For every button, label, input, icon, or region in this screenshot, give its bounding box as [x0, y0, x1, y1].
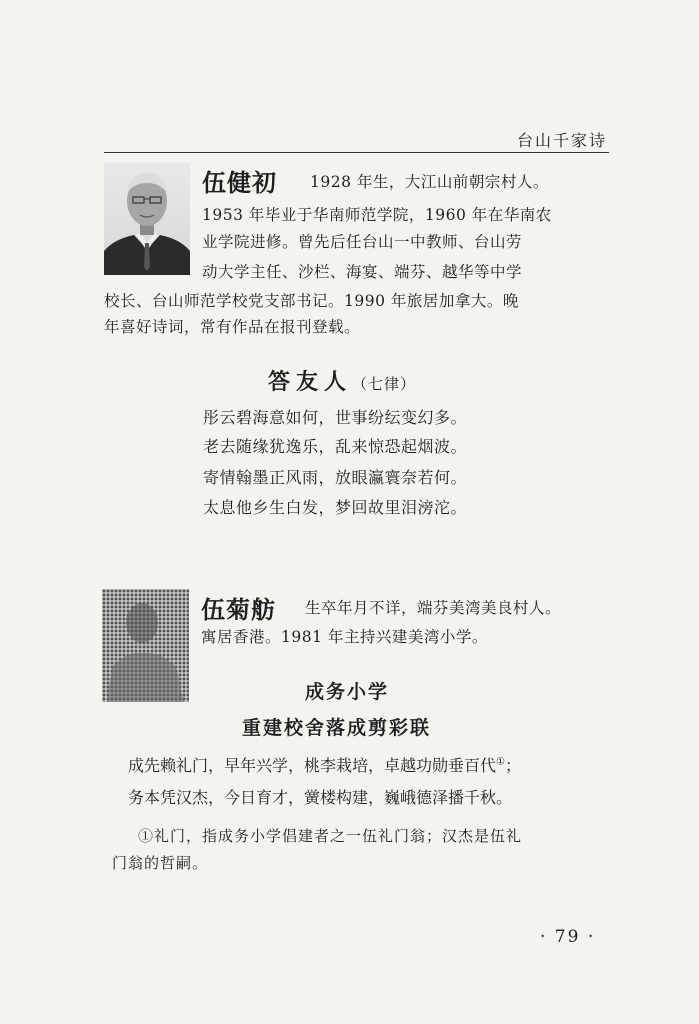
portrait-photo-1: [104, 163, 190, 275]
poet-name-1: 伍健初: [202, 168, 277, 197]
portrait-figure-2: [102, 589, 189, 702]
couplet-line-1-punct: ；: [504, 756, 521, 775]
footnote-line-2: 门翁的哲嗣。: [112, 854, 209, 872]
bio1-line-5: 校长、台山师范学校党支部书记。1990 年旅居加拿大。晚: [104, 292, 519, 310]
page-number: · 79 ·: [540, 927, 596, 947]
poet-name-2: 伍菊舫: [201, 595, 276, 624]
bio2-line-2: 寓居香港。1981 年主持兴建美湾小学。: [201, 628, 488, 646]
bio1-line-4: 动大学主任、沙栏、海宴、端芬、越华等中学: [202, 263, 523, 281]
bio1-line-6: 年喜好诗词，常有作品在报刊登载。: [104, 318, 361, 336]
couplet-line-1: [128, 753, 521, 776]
poem-line-3: 寄情翰墨正风雨，放眼瀛寰奈若何。: [203, 468, 468, 487]
footnote-line-1: ①礼门，指成务小学倡建者之一伍礼门翁；汉杰是伍礼: [138, 827, 523, 845]
portrait-figure-1: [104, 163, 190, 275]
bio2-line-1: 生卒年月不详，端芬美湾美良村人。: [305, 599, 562, 617]
couplet-title-line-2: 重建校舍落成剪彩联: [242, 717, 432, 739]
poem-line-4: 太息他乡生白发，梦回故里泪滂沱。: [203, 498, 468, 517]
poem-line-2: 老去随缘犹逸乐，乱来惊恐起烟波。: [203, 437, 468, 456]
running-header: 台山千家诗: [516, 131, 607, 150]
poem-title-text: 答友人: [268, 369, 353, 395]
header-rule: [104, 152, 609, 153]
bio1-line-1: 1928 年生，大江山前朝宗村人。: [310, 173, 549, 191]
couplet-line-1-text: 成先赖礼门，早年兴学，桃李栽培，卓越功勋垂百代: [128, 756, 497, 775]
footnote-marker: ①: [496, 756, 505, 768]
bio1-line-3: 业学院进修。曾先后任台山一中教师、台山劳: [202, 233, 523, 251]
poem-title: [268, 365, 416, 396]
couplet-title-line-1: 成务小学: [305, 681, 390, 703]
portrait-photo-2: [102, 589, 189, 702]
couplet-line-2: 务本凭汉杰，今日育才，黉楼构建，巍峨德泽播千秋。: [128, 788, 513, 807]
poem-form-label: （七律）: [352, 375, 417, 393]
poem-line-1: 彤云碧海意如何，世事纷纭变幻多。: [203, 408, 468, 427]
bio1-line-2: 1953 年毕业于华南师范学院，1960 年在华南农: [202, 206, 552, 224]
